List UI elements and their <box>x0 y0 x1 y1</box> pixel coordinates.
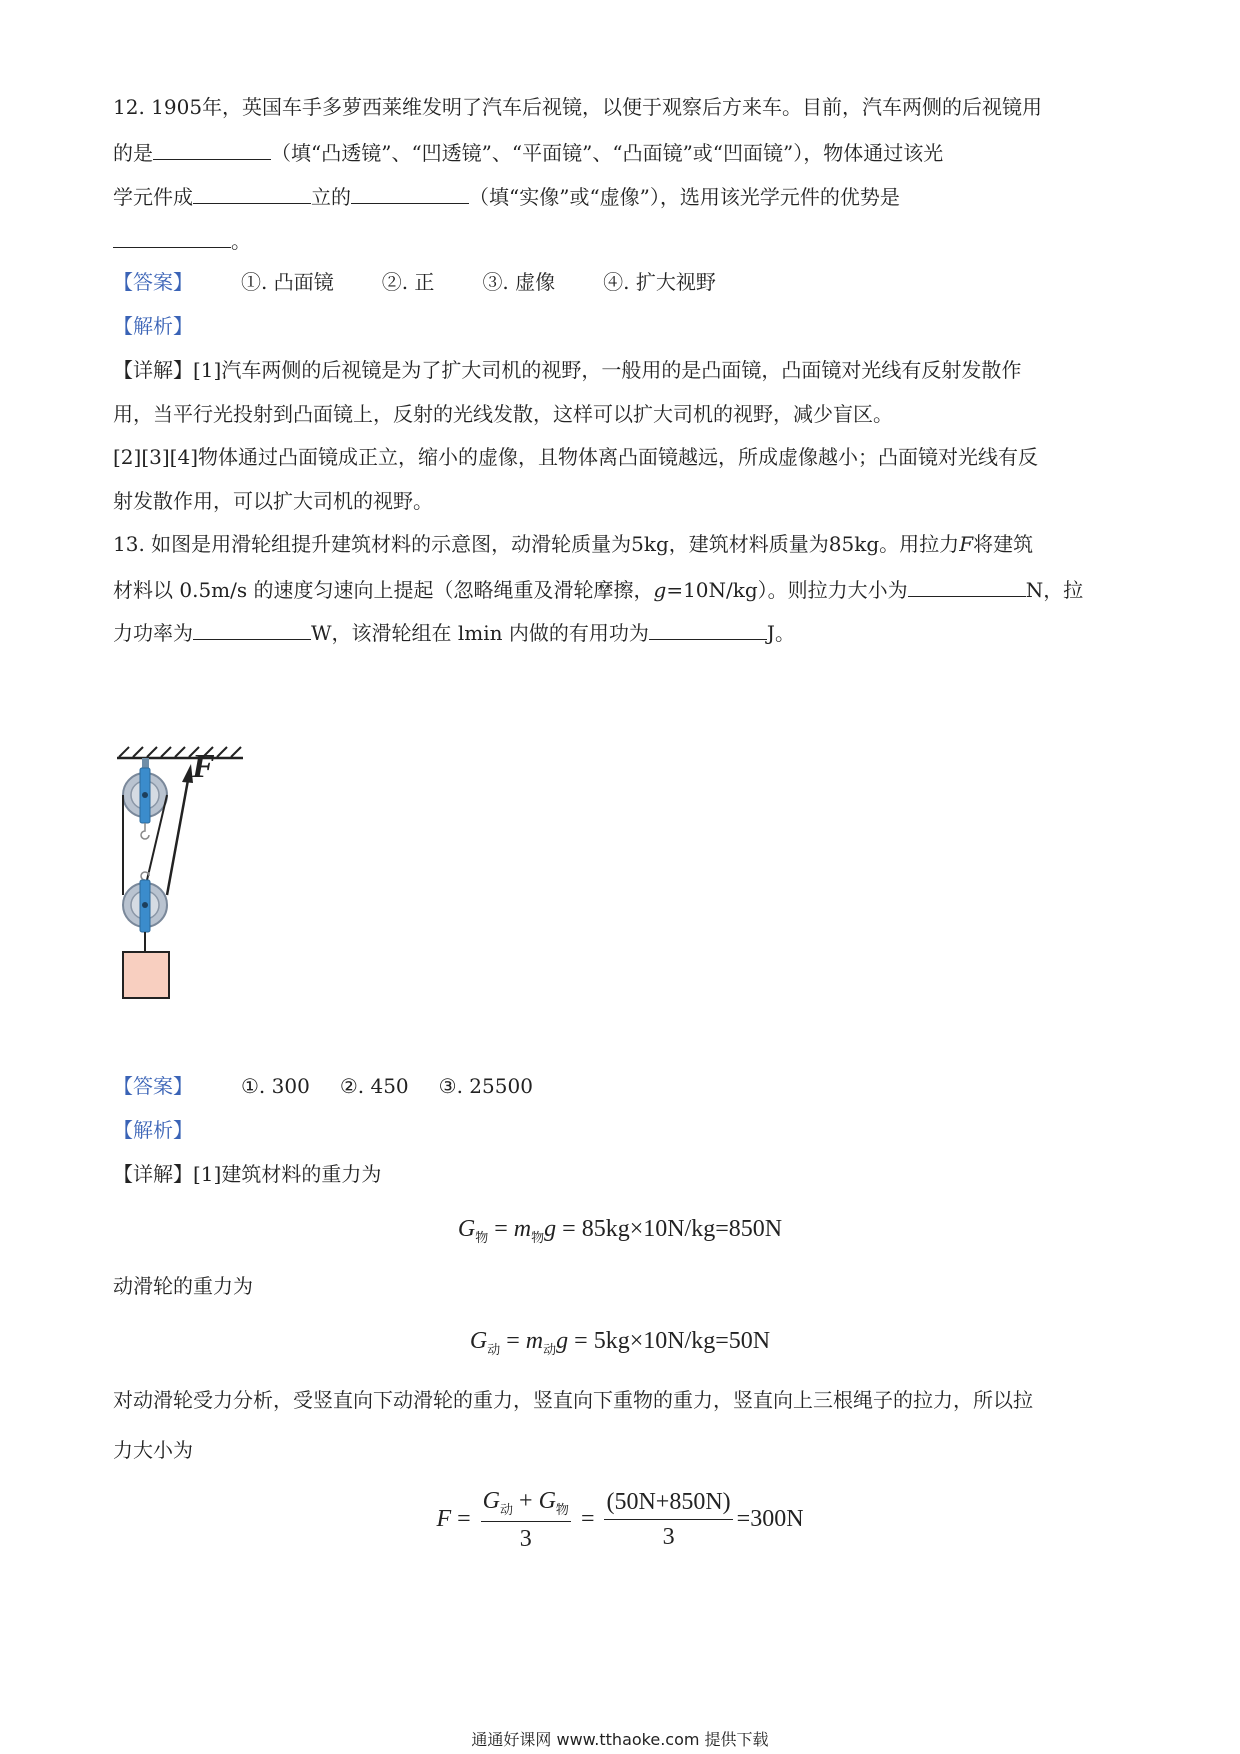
q12-answer-2: ②. 正 <box>381 270 435 294</box>
q13-answer-1: ①. 300 <box>241 1074 310 1098</box>
q13-line-2-text-c: N，拉 <box>1025 578 1084 602</box>
pulley-figure <box>105 740 255 1040</box>
eq3-fraction-1-denominator: 3 <box>519 1525 532 1552</box>
q13-line-2-text-a: 材料以 0.5m/s 的速度匀速向上提起（忽略绳重及滑轮摩擦， <box>113 578 654 602</box>
q12-line-3-text-b: 立的 <box>311 185 351 209</box>
q13-line-3 <box>113 621 795 643</box>
eq3-fraction-2-numerator: (50N+850N) <box>604 1489 732 1520</box>
q12-detail-label: 【详解】 <box>113 358 193 382</box>
q12-answer-1: ①. 凸面镜 <box>241 270 334 294</box>
q12-line-1: 12. 1905年，英国车手多萝西莱维发明了汽车后视镜，以便于观察后方来车。目前，汽车两侧的后视镜用 <box>113 95 1043 119</box>
ceiling-hatch <box>119 747 241 757</box>
eq2-m-symbol: m <box>525 1328 544 1354</box>
eq3-plus: + <box>513 1488 539 1514</box>
footer-source: 通通好课网 www.tthaoke.com 提供下载 <box>471 1730 769 1749</box>
eq3-g2-symbol: G <box>538 1488 556 1514</box>
q12-line-2-text-a: 的是 <box>113 141 153 165</box>
eq1-m-symbol: m <box>513 1216 532 1242</box>
building-material-box <box>123 952 169 998</box>
equation-pulley-weight <box>0 1328 1240 1358</box>
eq1-g-subscript: 物 <box>475 1229 489 1245</box>
eq1-g-symbol: G <box>457 1216 476 1242</box>
q13-line-2 <box>113 578 1083 600</box>
q13-answer-row <box>113 1076 533 1096</box>
q12-blank-2[interactable] <box>193 185 311 204</box>
eq3-g1-symbol: G <box>482 1488 501 1514</box>
q12-answer-4: ④. 扩大视野 <box>603 270 716 294</box>
q13-line-1 <box>113 534 1033 554</box>
q12-answer-row <box>113 272 716 292</box>
eq1-equals: = <box>488 1216 514 1242</box>
eq3-fraction-2-denominator: 3 <box>662 1524 675 1551</box>
q13-analysis-label: 【解析】 <box>113 1118 193 1142</box>
q13-text-3a: 对动滑轮受力分析，受竖直向下动滑轮的重力，竖直向下重物的重力，竖直向上三根绳子的拉力，所以拉 <box>113 1388 1033 1412</box>
movable-pulley <box>123 872 167 932</box>
q12-blank-3[interactable] <box>351 185 469 204</box>
q13-text-3b: 力大小为 <box>113 1438 193 1462</box>
eq2-m-subscript: 动 <box>543 1341 557 1357</box>
q13-text-2: 动滑轮的重力为 <box>113 1274 253 1298</box>
q12-detail-4: 射发散作用，可以扩大司机的视野。 <box>113 489 433 513</box>
q13-line-3-text-c: J。 <box>766 621 795 645</box>
q12-detail-2: 用，当平行光投射到凸面镜上，反射的光线发散，这样可以扩大司机的视野，减少盲区。 <box>113 402 893 426</box>
q13-line-2-symbol-g: g <box>653 578 667 602</box>
eq3-rhs: =300N <box>736 1505 804 1532</box>
q12-detail-1-text: [1]汽车两侧的后视镜是为了扩大司机的视野，一般用的是凸面镜，凸面镜对光线有反射发散作 <box>193 358 1022 382</box>
eq2-g-subscript: 动 <box>487 1341 501 1357</box>
eq1-m-subscript: 物 <box>531 1229 545 1245</box>
q13-detail-1-text: [1]建筑材料的重力为 <box>193 1162 382 1186</box>
eq1-rhs: = 85kg×10N/kg=850N <box>556 1216 783 1242</box>
q13-detail-1 <box>113 1164 381 1184</box>
q13-blank-2[interactable] <box>193 621 311 640</box>
q13-blank-1[interactable] <box>908 578 1026 597</box>
q13-answer-2: ②. 450 <box>339 1074 409 1098</box>
q13-detail-label: 【详解】 <box>113 1162 193 1186</box>
eq3-fraction-1 <box>481 1488 571 1553</box>
q12-blank-4[interactable] <box>113 229 231 248</box>
eq3-equals-1: = <box>451 1505 477 1532</box>
q12-line-4 <box>113 229 251 251</box>
q12-blank-1[interactable] <box>153 141 271 160</box>
q13-line-1-text-b: 将建筑 <box>973 532 1034 556</box>
q13-answer-3: ③. 25500 <box>438 1074 533 1098</box>
eq3-equals-2: = <box>574 1505 601 1532</box>
q13-line-3-text-b: W，该滑轮组在 lmin 内做的有用功为 <box>311 621 649 645</box>
eq1-gravity-symbol: g <box>544 1216 557 1242</box>
q12-line-3-text-c: （填“实像”或“虚像”），选用该光学元件的优势是 <box>469 185 900 209</box>
q13-answer-label: 【答案】 <box>113 1074 193 1098</box>
eq3-fraction-1-numerator <box>481 1488 571 1522</box>
q12-detail-3: [2][3][4]物体通过凸面镜成正立，缩小的虚像，且物体离凸面镜越远，所成虚像越小；凸面镜对光线有反 <box>113 445 1038 469</box>
eq2-gravity-symbol: g <box>556 1328 569 1354</box>
q12-line-2-text-b: （填“凸透镜”、“凹透镜”、“平面镜”、“凸面镜”或“凹面镜”），物体通过该光 <box>271 141 944 165</box>
q13-line-1-text-a: 13. 如图是用滑轮组提升建筑材料的示意图，动滑轮质量为5kg，建筑材料质量为85kg。用拉力 <box>113 532 960 556</box>
equation-material-weight <box>0 1216 1240 1246</box>
equation-force <box>0 1488 1240 1553</box>
q12-line-3-text-a: 学元件成 <box>113 185 193 209</box>
eq2-rhs: = 5kg×10N/kg=50N <box>568 1328 771 1354</box>
q12-detail-1 <box>113 360 1021 380</box>
q13-line-2-text-b: =10N/kg）。则拉力大小为 <box>666 578 908 602</box>
q12-line-3 <box>113 185 900 207</box>
rope-pull <box>167 780 188 895</box>
eq2-g-symbol: G <box>469 1328 488 1354</box>
eq3-g1-subscript: 动 <box>500 1501 514 1517</box>
q12-line-4-text: 。 <box>231 229 251 253</box>
eq2-equals: = <box>500 1328 526 1354</box>
eq3-fraction-2 <box>604 1489 732 1551</box>
q12-line-2 <box>113 141 943 163</box>
q13-line-1-symbol-f: F <box>959 532 974 556</box>
q13-line-3-text-a: 力功率为 <box>113 621 193 645</box>
q12-analysis-label: 【解析】 <box>113 314 193 338</box>
eq3-g2-subscript: 物 <box>555 1501 569 1517</box>
eq3-f-symbol: F <box>436 1505 452 1532</box>
force-label: F <box>192 748 215 785</box>
q12-answer-label: 【答案】 <box>113 270 193 294</box>
q13-blank-3[interactable] <box>649 621 767 640</box>
q12-answer-3: ③. 虚像 <box>482 270 556 294</box>
